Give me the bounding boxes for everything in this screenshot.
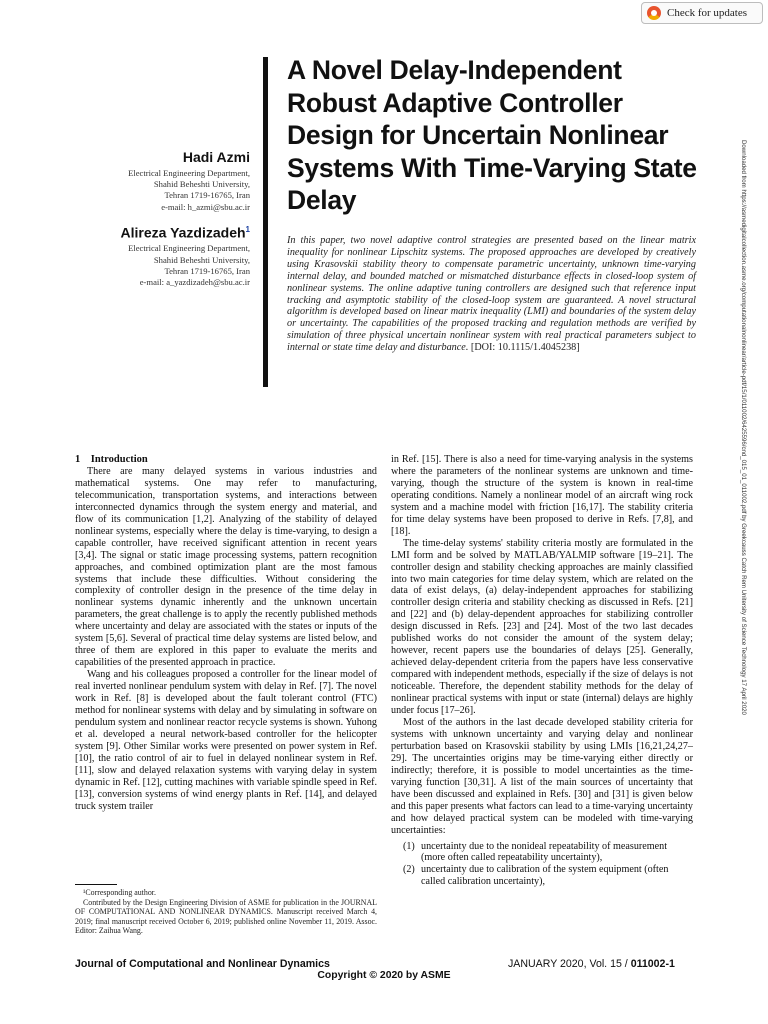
doi-link[interactable]: [DOI: 10.1115/1.4045238] bbox=[468, 342, 580, 354]
paper-title: A Novel Delay-Independent Robust Adaptive Controller Design for Uncertain Nonlinear Systems With Time-Varying State Delay bbox=[287, 55, 697, 215]
check-for-updates-label: Check for updates bbox=[667, 7, 748, 19]
corresponding-author-mark[interactable]: 1 bbox=[245, 224, 250, 234]
abstract-text: In this paper, two novel adaptive control strategies are presented based on the linear matrix inequality for nonlinear Lipschitz systems. The proposed approaches are developed by creatively using Krasovskii stability theory to compensate parametric uncertainty, unknown time-varying internal delay, and bounded matched or mismatched disturbance effects in closed-loop system of nonlinear systems. The online adaptive tuning controllers are designed such that reference input tracking and asymptotic stability of the closed-loop system are guaranteed. A novel structural algorithm is developed based on linear matrix inequality (LMI) and boundaries of the system delay or uncertainty. The capabilities of the proposed tracking and regulation methods are verified by simulation of three physical uncertain nonlinear system with real practical parameters subject to internal or state time delay and disturbance. bbox=[287, 235, 696, 354]
body-paragraph: There are many delayed systems in various industries and mathematical systems. One may refer to manufacturing, telecommunication, transportation systems, and interactions between interconnected dynamics through the system energy and material, and flow of its communication [1,2]. Analyzing of the stability of delayed nonlinear systems, especially where the delay is time-varying, to design a capable controller, have received significant attention in recent years [3,4]. The signal or static image processing systems, pattern recognition approaches, and combined optimization plant are the most famous systems that include these difficulties. Without considering the complexity of controller design in the presence of the time delay in nonlinear systems dynamic inherently and the unknown uncertain parameters, the great challenge is to apply the recently published methods where uncertainty and delay are associated with the states or inputs of the system [5,6]. Several of practical time delay systems are listed below, and three of them are explored in this paper to evaluate the merits and capabilities of the presented approach in practice. bbox=[75, 465, 377, 669]
footnote: ¹Corresponding author. bbox=[83, 888, 156, 897]
title-accent-bar bbox=[263, 57, 268, 387]
footnote-rule bbox=[75, 884, 117, 885]
body-paragraph: Most of the authors in the last decade developed stability criteria for systems with unknown uncertainty and varying delay and nonlinear perturbation based on Krasovskii stability by using LMIs [16,21,24,27–29]. The uncertainties origins may be time-varying either directly or indirectly; therefore, it is possible to model uncertainties as the time-varying function [30,31]. A list of the main sources of uncertainty that have been discussed and explained in Refs. [30] and [31] is given below and this paper presents what factors can lead to a time-varying uncertainty and how delayed practical system can be modeled with time-varying uncertainties: bbox=[391, 716, 693, 836]
section-heading bbox=[75, 454, 377, 466]
author-name: Hadi Azmi bbox=[182, 149, 250, 165]
footer-copyright: Copyright © 2020 by ASME bbox=[317, 970, 451, 981]
list-item-text: uncertainty due to calibration of the system equipment (often called calibration uncertainty), bbox=[421, 864, 669, 888]
author-2 bbox=[90, 221, 250, 288]
footer-journal-name: Journal of Computational and Nonlinear Dynamics bbox=[75, 958, 330, 970]
author-name: Alireza Yazdizadeh$^1$ bbox=[120, 224, 250, 241]
author-email: e-mail: h_azmi@sbu.ac.ir bbox=[161, 201, 250, 212]
left-column bbox=[75, 454, 377, 813]
footer-issue-info bbox=[508, 958, 675, 970]
uncertainty-list bbox=[391, 841, 693, 889]
right-column bbox=[391, 454, 693, 888]
list-item-text: uncertainty due to the nonideal repeatability of measurement (more often called repeatability uncertainty), bbox=[421, 840, 668, 864]
author-affiliation-line: Electrical Engineering Department, bbox=[128, 168, 250, 178]
crossmark-icon bbox=[647, 6, 661, 20]
author-email: e-mail: a_yazdizadeh@sbu.ac.ir bbox=[139, 277, 250, 288]
download-watermark-text: Downloaded from https://asmedigitalcollection.asme.org/computationalnonlinear/article-pdf/15/1/011002/6425596/cnd_015_01_011002.pdf by Greekcauss Catch Rem Unitersity of Science Technology 17 April 2020 bbox=[740, 140, 747, 715]
author-affiliation-line: Electrical Engineering Department, bbox=[128, 243, 250, 254]
body-paragraph: Wang and his colleagues proposed a controller for the linear model of real inverted nonlinear pendulum system with delay in Ref. [7]. The novel work in Ref. [8] is developed about the fault tolerant control (FTC) method for nonlinear systems with delay and by simulating in software on pendulum system and nonlinear reactor recycle systems is shown. Yuhong et al. developed a neural network-based controller for the helicopter system [9]. Other Similar works were presented on power system in Ref. [10], the ratio control of air to fuel in delayed nonlinear system in Ref. [11], slow and delayed relaxation systems with varying delay in system dynamic in Ref. [12], cutting machines with variable spindle speed in Ref. [13], conversion systems of wind energy plants in Ref. [14], and delayed truck system trailer bbox=[75, 669, 377, 812]
footnote: Contributed by the Design Engineering Division of ASME for publication in the JOURNAL OF COMPUTATIONAL AND NONLINEAR DYNAMICS. Manuscript received March 4, 2019; final manuscript received October 6, 2019; published online November 11, 2019. Assoc. Editor: Zaihua Wang. bbox=[75, 897, 377, 936]
body-paragraph: in Ref. [15]. There is also a need for time-varying analysis in the systems where the parameters of the nonlinear systems are unknown and time-varying, though the structure of the system is known in real-time operating conditions. Namely a nonlinear model of an aircraft wing rock system and a machine model with friction [16,17]. The stability criteria for time delay systems have been proposed to derive in Refs. [7,8], and [18]. bbox=[391, 454, 693, 537]
author-affiliation-line: Shahid Beheshti University, bbox=[153, 179, 250, 190]
section-number: 1 bbox=[75, 454, 81, 465]
author-affiliation-line: Tehran 1719-16765, Iran bbox=[164, 190, 250, 201]
list-item-number: (1) bbox=[403, 840, 415, 852]
list-item-number: (2) bbox=[403, 864, 415, 876]
list-item bbox=[391, 841, 693, 865]
list-item bbox=[391, 864, 693, 888]
abstract bbox=[287, 235, 696, 354]
download-watermark bbox=[732, 140, 752, 880]
author-list bbox=[90, 148, 250, 296]
check-for-updates-button[interactable] bbox=[641, 2, 763, 24]
footer-page-number: 011002-1 bbox=[630, 958, 675, 970]
author-1 bbox=[90, 148, 250, 213]
section-title: Introduction bbox=[90, 454, 148, 465]
body-paragraph: The time-delay systems' stability criteria mostly are formulated in the LMI form and be solved by MATLAB/YALMIP software [19–21]. The controller design and stability checking approaches are mainly classified into two main categories for time delay system, which are related on the data of exist delays, (a) delay-independent approaches for stabilizing controller design criteria and stability checking as discussed in Refs. [21] and [22] and (b) delay-dependent approaches for stabilizing controller design discussed in Refs. [23] and [24]. Most of the two last decades published works do not consider the amount of the system delay; however, recent papers use the boundaries of delays [25]. Generally, achieved delay-dependent criteria from the papers have less conservative compared with independent methods, especially if the size of delays is not noticeable. Therefore, the dependent stability methods for the delay of nonlinear practical systems with input or state (internal) delays are highly under focus [17–26]. bbox=[391, 537, 693, 717]
author-affiliation-line: Shahid Beheshti University, bbox=[153, 254, 250, 265]
footer-date-volume: JANUARY 2020, Vol. 15 / bbox=[508, 958, 631, 970]
author-affiliation-line: Tehran 1719-16765, Iran bbox=[164, 265, 250, 276]
footnotes bbox=[75, 888, 377, 936]
